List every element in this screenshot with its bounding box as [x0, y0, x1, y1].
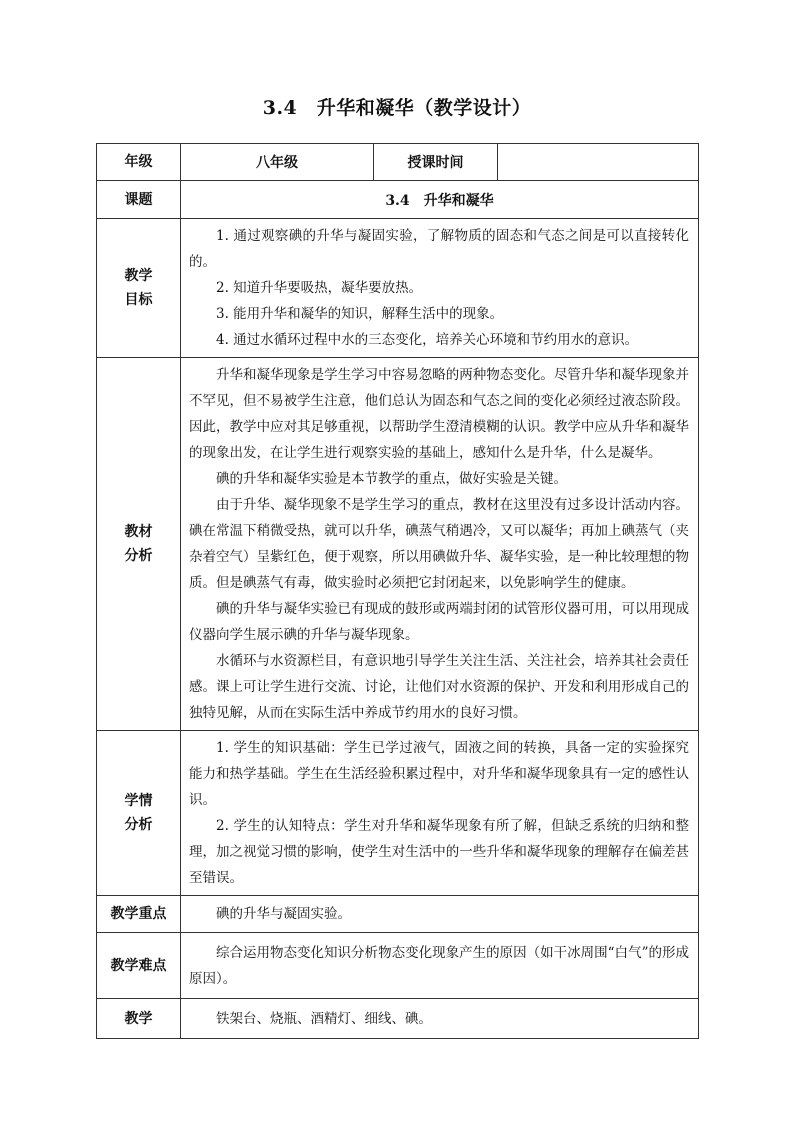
material-analysis-label-line2: 分析	[124, 548, 153, 564]
topic-value: 3.4 升华和凝华	[181, 181, 699, 219]
objective-item: 2. 知道升华要吸热，凝华要放热。	[216, 280, 423, 296]
lesson-plan-table	[96, 143, 699, 1039]
student-paragraph: 2. 学生的认知特点：学生对升华和凝华现象有所了解，但缺乏系统的归纳和整理，加之视觉习惯的影响，使学生对生活中的一些升华和凝华现象的理解存在偏差甚至错误。	[189, 818, 689, 886]
objectives-row	[97, 219, 699, 358]
difficult-points-row	[97, 933, 699, 999]
difficult-points-text: 综合运用物态变化知识分析物态变化现象产生的原因（如干冰周围“白气”的形成原因）。	[189, 944, 689, 987]
objectives-content	[181, 219, 699, 358]
difficult-points-label: 教学难点	[97, 933, 181, 999]
header-row	[97, 144, 699, 181]
material-analysis-content	[181, 358, 699, 731]
objectives-label-line2: 目标	[124, 292, 153, 308]
student-analysis-row	[97, 731, 699, 896]
objectives-label-line1: 教学	[124, 268, 153, 284]
materials-text: 铁架台、烧瓶、酒精灯、细线、碘。	[216, 1010, 432, 1027]
grade-label: 年级	[97, 144, 181, 181]
student-paragraph: 1. 学生的知识基础：学生已学过液气，固液之间的转换，具备一定的实验探究能力和热学基础。学生在生活经验积累过程中，对升华和凝华现象具有一定的感性认识。	[189, 740, 689, 808]
grade-value: 八年级	[181, 144, 374, 181]
material-analysis-label	[97, 358, 181, 731]
materials-row	[97, 999, 699, 1039]
objective-item: 3. 能用升华和凝华的知识，解释生活中的现象。	[216, 306, 504, 322]
material-paragraph: 碘的升华和凝华实验是本节教学的重点，做好实验是关键。	[216, 471, 567, 487]
material-paragraph: 升华和凝华现象是学生学习中容易忽略的两种物态变化。尽管升华和凝华现象并不罕见，但不易被学生注意，他们总认为固态和气态之间的变化必须经过液态阶段。因此，教学中应对其足够重视，以帮助学生澄清模糊的认识。教学中应从升华和凝华的现象出发，在让学生进行观察实验的基础上，感知什么是升华，什么是凝华。	[189, 367, 689, 461]
time-value	[498, 144, 699, 181]
material-paragraph: 由于升华、凝华现象不是学生学习的重点，教材在这里没有过多设计活动内容。碘在常温下稍微受热，就可以升华，碘蒸气稍遇冷，又可以凝华；再加上碘蒸气（夹杂着空气）呈紫红色，便于观察，所以用碘做升华、凝华实验，是一种比较理想的物质。但是碘蒸气有毒，做实验时必须把它封闭起来，以免影响学生的健康。	[189, 497, 689, 591]
objective-item: 1. 通过观察碘的升华与凝固实验，了解物质的固态和气态之间是可以直接转化的。	[189, 228, 689, 270]
student-analysis-content	[181, 731, 699, 896]
key-points-label: 教学重点	[97, 896, 181, 933]
student-analysis-label	[97, 731, 181, 896]
objectives-label	[97, 219, 181, 358]
material-analysis-row	[97, 358, 699, 731]
student-analysis-label-line2: 分析	[124, 817, 153, 833]
page-title: 3.4 升华和凝华（教学设计）	[262, 97, 532, 119]
topic-row	[97, 181, 699, 219]
material-analysis-label-line1: 教材	[124, 524, 153, 540]
material-paragraph: 水循环与水资源栏目，有意识地引导学生关注生活、关注社会，培养其社会责任感。课上可让学生进行交流、讨论，让他们对水资源的保护、开发和利用形成自己的独特见解，从而在实际生活中养成节约用水的良好习惯。	[189, 653, 689, 721]
materials-label: 教学	[97, 999, 181, 1039]
key-points-row	[97, 896, 699, 933]
student-analysis-label-line1: 学情	[124, 793, 153, 809]
key-points-text: 碘的升华与凝固实验。	[216, 906, 351, 922]
time-label: 授课时间	[374, 144, 498, 181]
objective-item: 4. 通过水循环过程中水的三态变化，培养关心环境和节约用水的意识。	[216, 332, 639, 348]
material-paragraph: 碘的升华与凝华实验已有现成的鼓形或两端封闭的试管形仪器可用，可以用现成仪器向学生展示碘的升华与凝华现象。	[189, 601, 689, 643]
topic-label: 课题	[97, 181, 181, 219]
